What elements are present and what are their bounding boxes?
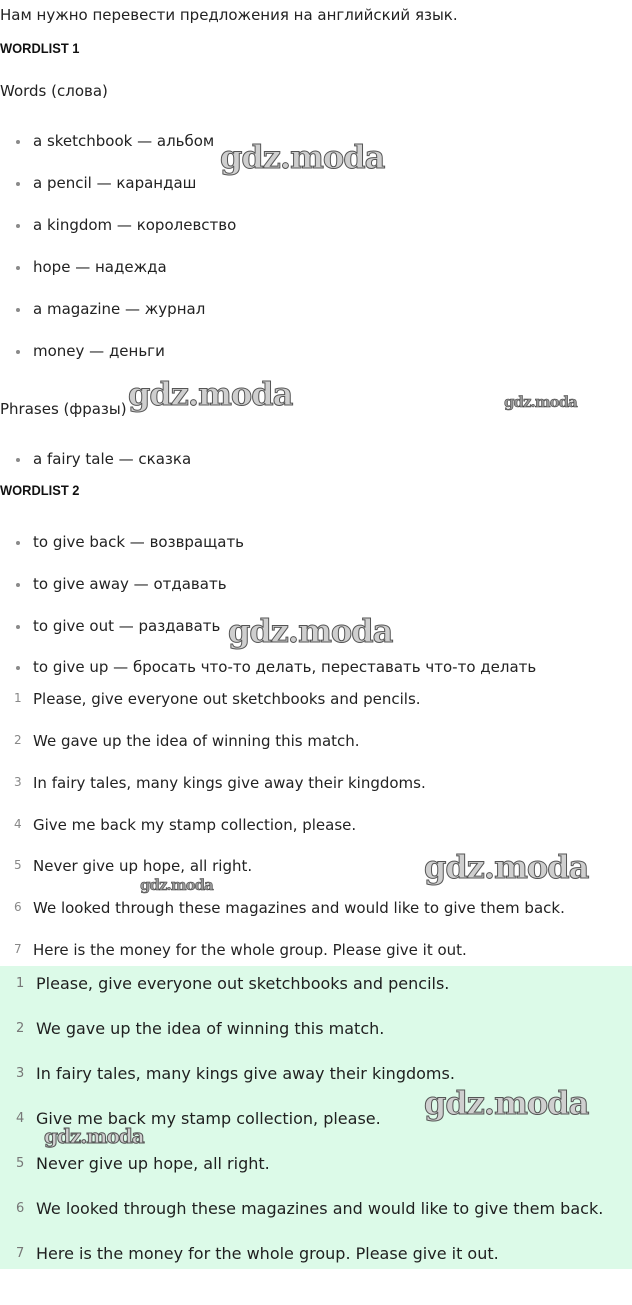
bullet-icon	[16, 224, 20, 228]
watermark-logo: gdz.moda	[140, 876, 213, 894]
bullet-icon	[16, 666, 20, 670]
bullet-icon	[16, 541, 20, 545]
bullet-icon	[16, 458, 20, 462]
watermark-logo: gdz.moda	[504, 393, 577, 411]
watermark-logo: gdz.moda	[424, 848, 589, 886]
intro-text: Нам нужно перевести предложения на английский язык.	[0, 6, 458, 24]
phrases-label: Phrases (фразы)	[0, 400, 127, 418]
watermark-logo: gdz.moda	[228, 612, 393, 650]
watermark-logo: gdz.moda	[44, 1124, 144, 1148]
answer-box: 1 Please, give everyone out sketchbooks and pencils. 2 We gave up the idea of winning this match. 3 In fairy tales, many kings give away their kingdoms. 4 Give me back my stamp collection, please. 5 Never give up hope, all right. 6 We looked through these magazines and would like to give them back. 7 Here is the money for the whole group. Please give it out.	[0, 966, 632, 1269]
bullet-icon	[16, 266, 20, 270]
bullet-icon	[16, 182, 20, 186]
bullet-icon	[16, 140, 20, 144]
words-label: Words (слова)	[0, 82, 108, 100]
bullet-icon	[16, 308, 20, 312]
bullet-icon	[16, 583, 20, 587]
bullet-icon	[16, 350, 20, 354]
wordlist1-heading: WORDLIST 1	[0, 40, 80, 56]
wordlist2-heading: WORDLIST 2	[0, 482, 80, 498]
watermark-logo: gdz.moda	[424, 1084, 589, 1122]
watermark-logo: gdz.moda	[220, 138, 385, 176]
watermark-logo: gdz.moda	[128, 375, 293, 413]
bullet-icon	[16, 625, 20, 629]
